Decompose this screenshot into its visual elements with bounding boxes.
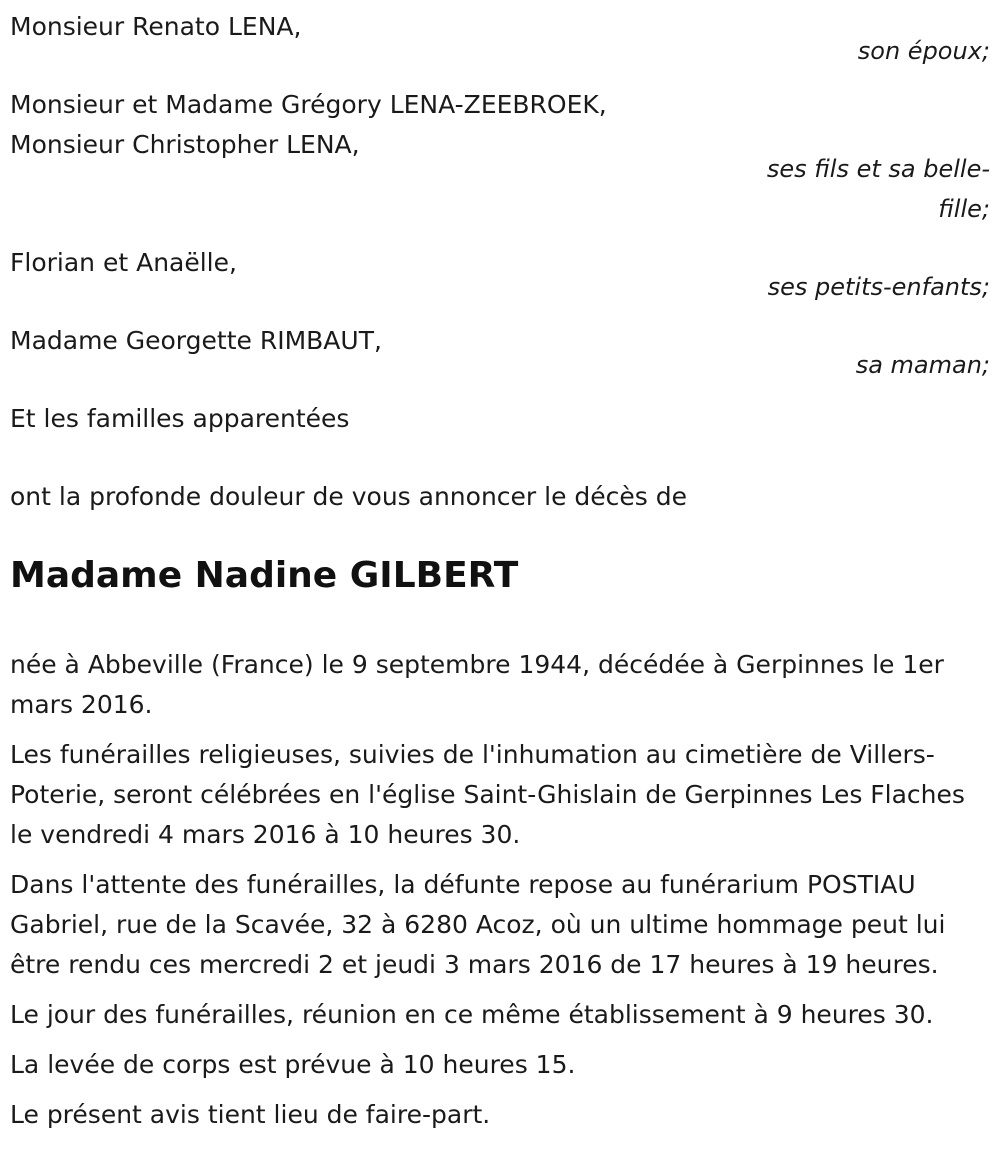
funeral-notice [10,7,990,1135]
closing-paragraph: Le présent avis tient lieu de faire-part. [10,1100,491,1129]
family-group-grandchildren [10,243,990,307]
family-name: Monsieur Renato LENA, [10,12,302,41]
relation-label: sa maman; [855,351,990,379]
relation-label: ses fils et sa belle-fille; [766,155,990,223]
family-name: Monsieur et Madame Grégory LENA-ZEEBROEK, [10,90,607,119]
family-group-spouse [10,7,990,71]
family-group-sons [10,85,990,229]
relation-label: ses petits-enfants; [767,273,990,301]
announcement-text: ont la profonde douleur de vous annoncer le décès de [10,482,688,511]
relation-label: son époux; [857,37,990,65]
family-group-mother [10,321,990,385]
meeting-paragraph: Le jour des funérailles, réunion en ce même établissement à 9 heures 30. [10,1000,934,1029]
deceased-name: Madame Nadine GILBERT [10,555,519,596]
family-name: Madame Georgette RIMBAUT, [10,326,382,355]
families-line: Et les familles apparentées [10,404,350,433]
family-name: Monsieur Christopher LENA, [10,130,360,159]
procession-paragraph: La levée de corps est prévue à 10 heures 15. [10,1050,576,1079]
funeral-paragraph: Les funérailles religieuses, suivies de l'inhumation au cimetière de Villers-Poterie, seront célébrées en l'église Saint-Ghislain de Gerpinnes Les Flaches le vendredi 4 mars 2016 à 10 heures 30. [10,740,965,849]
family-name: Florian et Anaëlle, [10,248,237,277]
viewing-paragraph: Dans l'attente des funérailles, la défunte repose au funérarium POSTIAU Gabriel, rue de la Scavée, 32 à 6280 Acoz, où un ultime hommage peut lui être rendu ces mercredi 2 et jeudi 3 mars 2016 de 17 heures à 19 heures. [10,870,946,979]
birth-death-paragraph: née à Abbeville (France) le 9 septembre 1944, décédée à Gerpinnes le 1er mars 2016. [10,650,944,719]
